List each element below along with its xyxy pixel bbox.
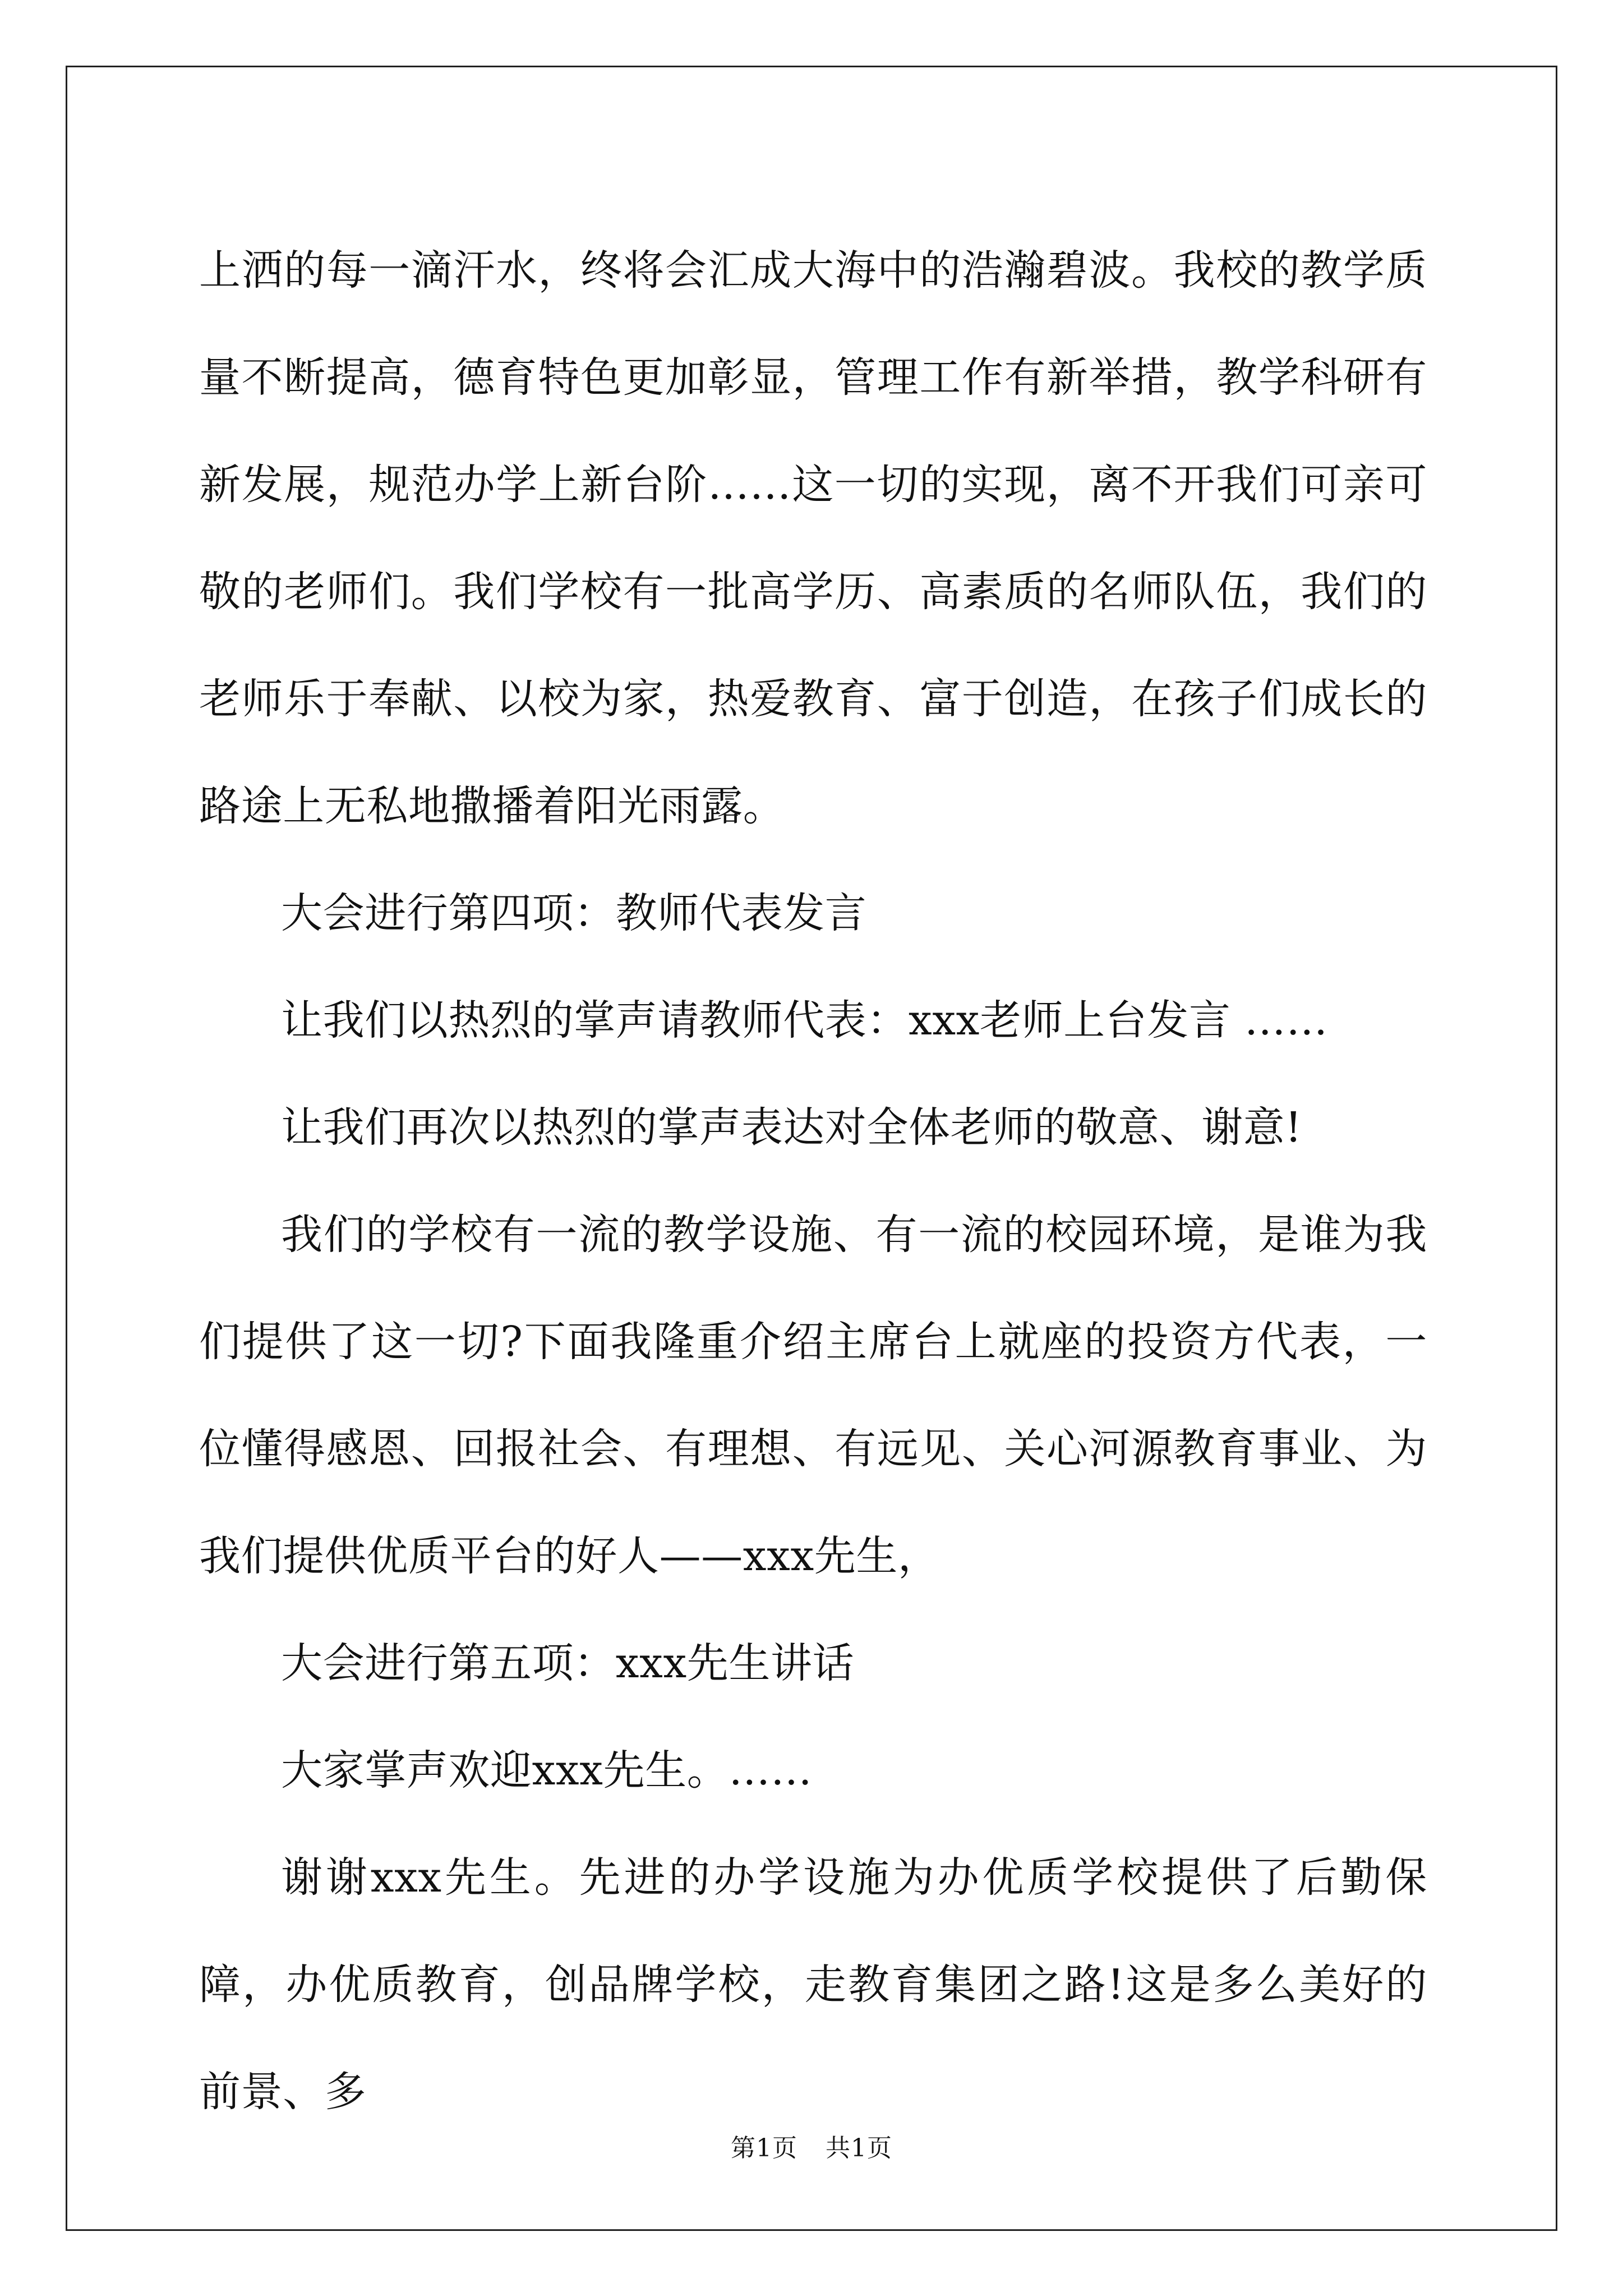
page-number-current: 第1页 bbox=[731, 2134, 797, 2162]
paragraph-3: 让我们以热烈的掌声请教师代表：xxx老师上台发言 …… bbox=[281, 996, 1328, 1045]
paragraph-1: 上洒的每一滴汗水，终将会汇成大海中的浩瀚碧波。我校的教学质量不断提高，德育特色更加彰显，管理工作有新举措，教学科研有新发展，规范办学上新台阶……这一切的实现，离不开我们可亲可敬的老师们。我们学校有一批高学历、高素质的名师队伍，我们的老师乐于奉献、以校为家，热爱教育、富于创造，在孩子们成长的路途上无私地撒播着阳光雨露。 bbox=[199, 246, 1427, 830]
page-number-total: 共1页 bbox=[826, 2134, 892, 2162]
paragraph-7: 大家掌声欢迎xxx先生。…… bbox=[281, 1746, 813, 1795]
paragraph-8: 谢谢xxx先生。先进的办学设施为办优质学校提供了后勤保障，办优质教育，创品牌学校，走教育集团之路!这是多么美好的前景、多 bbox=[199, 1853, 1427, 2116]
paragraph-4: 让我们再次以热烈的掌声表达对全体老师的敬意、谢意! bbox=[281, 1103, 1302, 1152]
paragraph-2: 大会进行第四项：教师代表发言 bbox=[281, 889, 867, 937]
page-footer bbox=[0, 2132, 1623, 2165]
document-body bbox=[199, 217, 1427, 2146]
paragraph-6: 大会进行第五项：xxx先生讲话 bbox=[281, 1639, 855, 1687]
paragraph-5: 我们的学校有一流的教学设施、有一流的校园环境，是谁为我们提供了这一切?下面我隆重介绍主席台上就座的投资方代表，一位懂得感恩、回报社会、有理想、有远见、关心河源教育事业、为我们提供优质平台的好人——xxx先生， bbox=[199, 1211, 1427, 1580]
